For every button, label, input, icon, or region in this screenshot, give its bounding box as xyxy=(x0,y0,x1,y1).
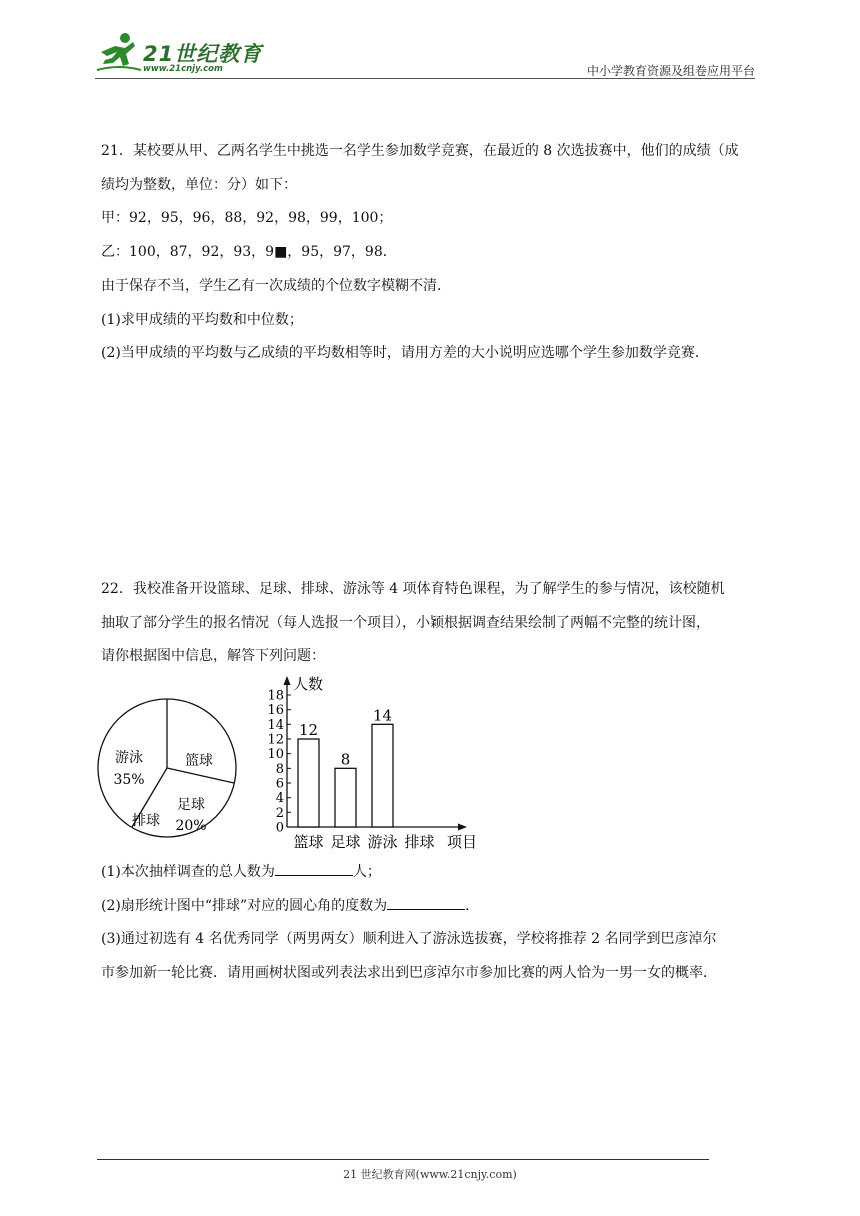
y-tick-label: 16 xyxy=(267,703,284,719)
header-divider xyxy=(95,78,755,79)
q21-part-2: (2)当甲成绩的平均数与乙成绩的平均数相等时，请用方差的大小说明应选哪个学生参加数学竞赛． xyxy=(101,345,709,361)
bar-2 xyxy=(372,724,393,827)
q21-note: 由于保存不当，学生乙有一次成绩的个位数字模糊不清． xyxy=(101,278,451,294)
y-tick-label: 14 xyxy=(267,717,284,733)
q21-yi-scores: 乙：100，87，92，93，9■，95，97，98． xyxy=(101,244,397,260)
q22-part-3-line-2: 市参加新一轮比赛．请用画树状图或列表法求出到巴彦淖尔市参加比赛的两人恰为一男一女的概率． xyxy=(101,965,717,981)
bar-chart xyxy=(267,675,477,851)
statistics-charts xyxy=(95,672,495,852)
pie-label-volleyball: 排球 xyxy=(132,813,160,829)
category-label: 排球 xyxy=(404,833,435,851)
pie-percent-football: 20% xyxy=(175,818,207,834)
y-tick-label: 8 xyxy=(275,761,284,777)
q22-part-2 xyxy=(101,895,479,916)
q21-line-2: 绩均为整数，单位：分）如下： xyxy=(101,177,297,193)
site-logo xyxy=(95,30,265,76)
pie-label-football: 足球 xyxy=(177,797,205,813)
pie-divider-right xyxy=(167,768,234,783)
pie-chart xyxy=(98,699,236,837)
y-tick-label: 6 xyxy=(275,776,284,792)
q21-jia-scores: 甲：92，95，96，88，92，98，99，100； xyxy=(101,210,393,226)
y-tick-label: 10 xyxy=(267,747,284,763)
q21-part-1: (1)求甲成绩的平均数和中位数； xyxy=(101,312,303,328)
charts-svg xyxy=(95,672,495,852)
y-tick-label: 12 xyxy=(267,732,284,748)
y-tick-label: 4 xyxy=(275,791,284,807)
q22-part-1-suffix: 人； xyxy=(352,864,381,880)
page-footer: 21 世纪教育网(www.21cnjy.com) xyxy=(343,1168,517,1181)
bar-value-label: 14 xyxy=(372,706,393,725)
platform-name: 中小学教育资源及组卷应用平台 xyxy=(586,64,755,78)
footer-divider xyxy=(97,1159,709,1160)
q22-part-1-text: (1)本次抽样调查的总人数为 xyxy=(101,864,275,880)
q22-part-1 xyxy=(101,861,381,882)
y-axis-label: 人数 xyxy=(293,675,324,693)
page-header xyxy=(95,30,755,80)
logo-url: www.21cnjy.com xyxy=(143,64,223,74)
bar-value-label: 12 xyxy=(298,721,319,739)
y-tick-label: 18 xyxy=(267,688,284,704)
category-label: 游泳 xyxy=(367,833,398,851)
q22-part-2-text: (2)扇形统计图中“排球”对应的圆心角的度数为 xyxy=(101,898,388,914)
q22-line-3: 请你根据图中信息，解答下列问题： xyxy=(101,648,325,664)
bar-value-label: 8 xyxy=(340,750,351,769)
answer-blank-1 xyxy=(275,861,353,876)
category-label: 足球 xyxy=(330,833,361,851)
bar-0 xyxy=(298,739,319,827)
runner-logo-icon xyxy=(95,30,143,76)
q22-line-2: 抽取了部分学生的报名情况（每人选报一个项目），小颖根据调查结果绘制了两幅不完整的统计图， xyxy=(101,615,710,631)
q22-line-1: 22．我校准备开设篮球、足球、排球、游泳等 4 项体育特色课程，为了解学生的参与情况，该校随机 xyxy=(101,581,725,597)
x-axis-arrow xyxy=(458,824,467,831)
y-axis-arrow xyxy=(284,676,291,685)
pie-label-swimming: 游泳 xyxy=(115,750,143,766)
q22-part-2-suffix: ． xyxy=(465,898,480,914)
y-tick-label: 2 xyxy=(275,805,284,821)
q21-line-1: 21．某校要从甲、乙两名学生中挑选一名学生参加数学竞赛，在最近的 8 次选拔赛中，他们的成绩（成 xyxy=(101,143,739,159)
bar-1 xyxy=(335,768,356,827)
category-label: 篮球 xyxy=(293,833,324,851)
q22-part-3-line-1: (3)通过初选有 4 名优秀同学（两男两女）顺利进入了游泳选拔赛，学校将推荐 2 名同学到巴彦淖尔 xyxy=(101,931,717,947)
x-axis-label: 项目 xyxy=(447,833,478,851)
pie-percent-swimming: 35% xyxy=(113,772,145,788)
logo-text: 21世纪教育 xyxy=(143,42,263,66)
pie-label-basketball: 篮球 xyxy=(185,753,213,769)
y-tick-label: 0 xyxy=(275,820,284,836)
answer-blank-2 xyxy=(387,895,465,910)
